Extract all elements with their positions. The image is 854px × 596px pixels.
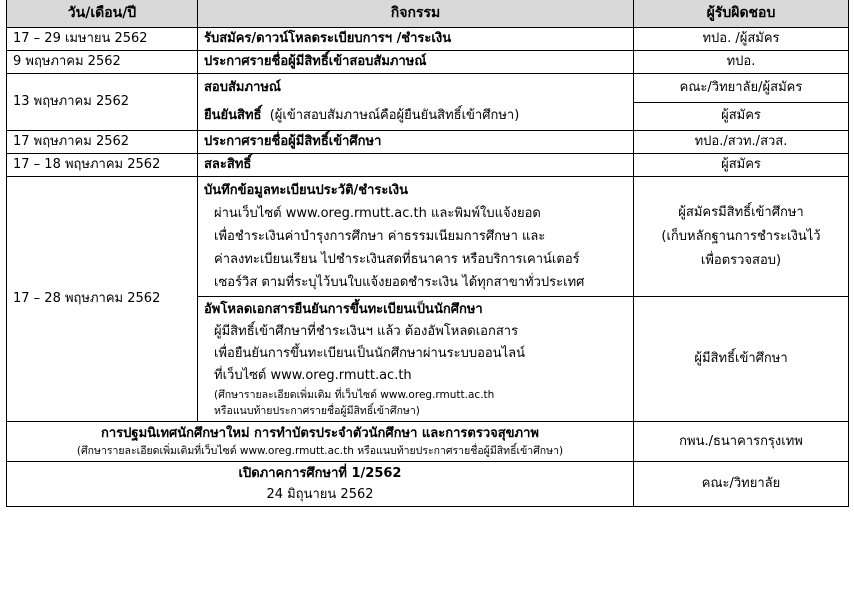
row-date: 17 – 18 พฤษภาคม 2562 [7,154,198,177]
row-responsible: ผู้สมัคร [634,154,849,177]
row-activity-2-note: (ผู้เข้าสอบสัมภาษณ์คือผู้ยืนยันสิทธิ์เข้าศึกษา) [269,108,520,123]
row-activity: การปฐมนิเทศนักศึกษาใหม่ การทำบัตรประจำตัวนักศึกษา และการตรวจสุขภาพ [101,426,539,441]
table-row [7,154,849,177]
detail-line: ผู้มีสิทธิ์เข้าศึกษาที่ชำระเงินฯ แล้ว ต้องอัพโหลดเอกสาร [214,324,519,339]
responsible-line: (เก็บหลักฐานการชำระเงินไว้ [661,228,821,244]
row-responsible: ทปอ. /ผู้สมัคร [634,28,849,51]
row-activity-cell-2 [198,297,634,422]
row-activity-cell [7,422,634,462]
detail-line: ที่เว็บไซต์ www.oreg.rmutt.ac.th [214,368,412,383]
note-line: หรือแนบท้ายประกาศรายชื่อผู้มีสิทธิ์เข้าศึกษา) [214,405,420,417]
responsible-line: เพื่อตรวจสอบ) [700,252,782,268]
row-responsible [634,177,849,297]
row-responsible-2: ผู้มีสิทธิ์เข้าศึกษา [634,297,849,422]
header-activity: กิจกรรม [198,0,634,28]
row-date: 13 พฤษภาคม 2562 [7,74,198,131]
row-date: 24 มิถุนายน 2562 [266,487,374,502]
table-row [7,28,849,51]
row-responsible-2: ผู้สมัคร [634,102,849,131]
row-activity-cell [7,462,634,507]
row-activity: บันทึกข้อมูลทะเบียนประวัติ/ชำระเงิน [204,183,409,198]
row-responsible: ทปอ. [634,51,849,74]
detail-line: เพื่อยืนยันการขึ้นทะเบียนเป็นนักศึกษาผ่านระบบออนไลน์ [214,346,526,361]
row-activity-2: อัพโหลดเอกสารยืนยันการขึ้นทะเบียนเป็นนักศึกษา [204,302,483,317]
table-row [7,131,849,154]
row-responsible: กพน./ธนาคารกรุงเทพ [634,422,849,462]
header-responsible: ผู้รับผิดชอบ [634,0,849,28]
detail-line: เพื่อชำระเงินค่าบำรุงการศึกษา ค่าธรรมเนียมการศึกษา และ [214,229,546,244]
table-row [7,74,849,103]
row-activity: ประกาศรายชื่อผู้มีสิทธิ์เข้าศึกษา [198,131,634,154]
detail-line: ค่าลงทะเบียนเรียน ไปชำระเงินสดที่ธนาคาร หรือบริการเคาน์เตอร์ [214,252,580,267]
note-line: (ศึกษารายละเอียดเพิ่มเติมที่เว็บไซต์ www.oreg.rmutt.ac.th หรือแนบท้ายประกาศรายชื่อผู้มีสิทธิ์เข้าศึกษา) [76,445,564,457]
row-date: 17 – 29 เมษายน 2562 [7,28,198,51]
row-activity: เปิดภาคการศึกษาที่ 1/2562 [238,466,402,481]
row-activity-2-title: ยืนยันสิทธิ์ [204,108,262,123]
row-activity: รับสมัคร/ดาวน์โหลดระเบียบการฯ /ชำระเงิน [198,28,634,51]
row-activity: สละสิทธิ์ [198,154,634,177]
note-line: (ศึกษารายละเอียดเพิ่มเติม ที่เว็บไซต์ www.oreg.rmutt.ac.th [214,389,495,401]
row-activity-cell [198,177,634,297]
row-responsible: ทปอ./สวท./สวส. [634,131,849,154]
row-responsible: คณะ/วิทยาลัย/ผู้สมัคร [634,74,849,103]
row-activity: สอบสัมภาษณ์ [204,80,281,95]
detail-line: เซอร์วิส ตามที่ระบุไว้บนใบแจ้งยอดชำระเงิน ได้ทุกสาขาทั่วประเทศ [214,275,585,290]
row-date: 17 พฤษภาคม 2562 [7,131,198,154]
row-activity-cell [198,74,634,131]
table-row [7,51,849,74]
row-activity-2 [204,102,627,130]
row-date: 17 – 28 พฤษภาคม 2562 [7,177,198,422]
header-row [7,0,849,28]
table-row [7,462,849,507]
responsible-line: ผู้สมัครมีสิทธิ์เข้าศึกษา [678,204,804,220]
detail-line: ผ่านเว็บไซต์ www.oreg.rmutt.ac.th และพิมพ์ใบแจ้งยอด [214,206,541,221]
row-activity: ประกาศรายชื่อผู้มีสิทธิ์เข้าสอบสัมภาษณ์ [198,51,634,74]
row-date: 9 พฤษภาคม 2562 [7,51,198,74]
schedule-table [6,0,849,507]
header-date: วัน/เดือน/ปี [7,0,198,28]
table-row [7,177,849,297]
row-responsible: คณะ/วิทยาลัย [634,462,849,507]
table-row [7,422,849,462]
